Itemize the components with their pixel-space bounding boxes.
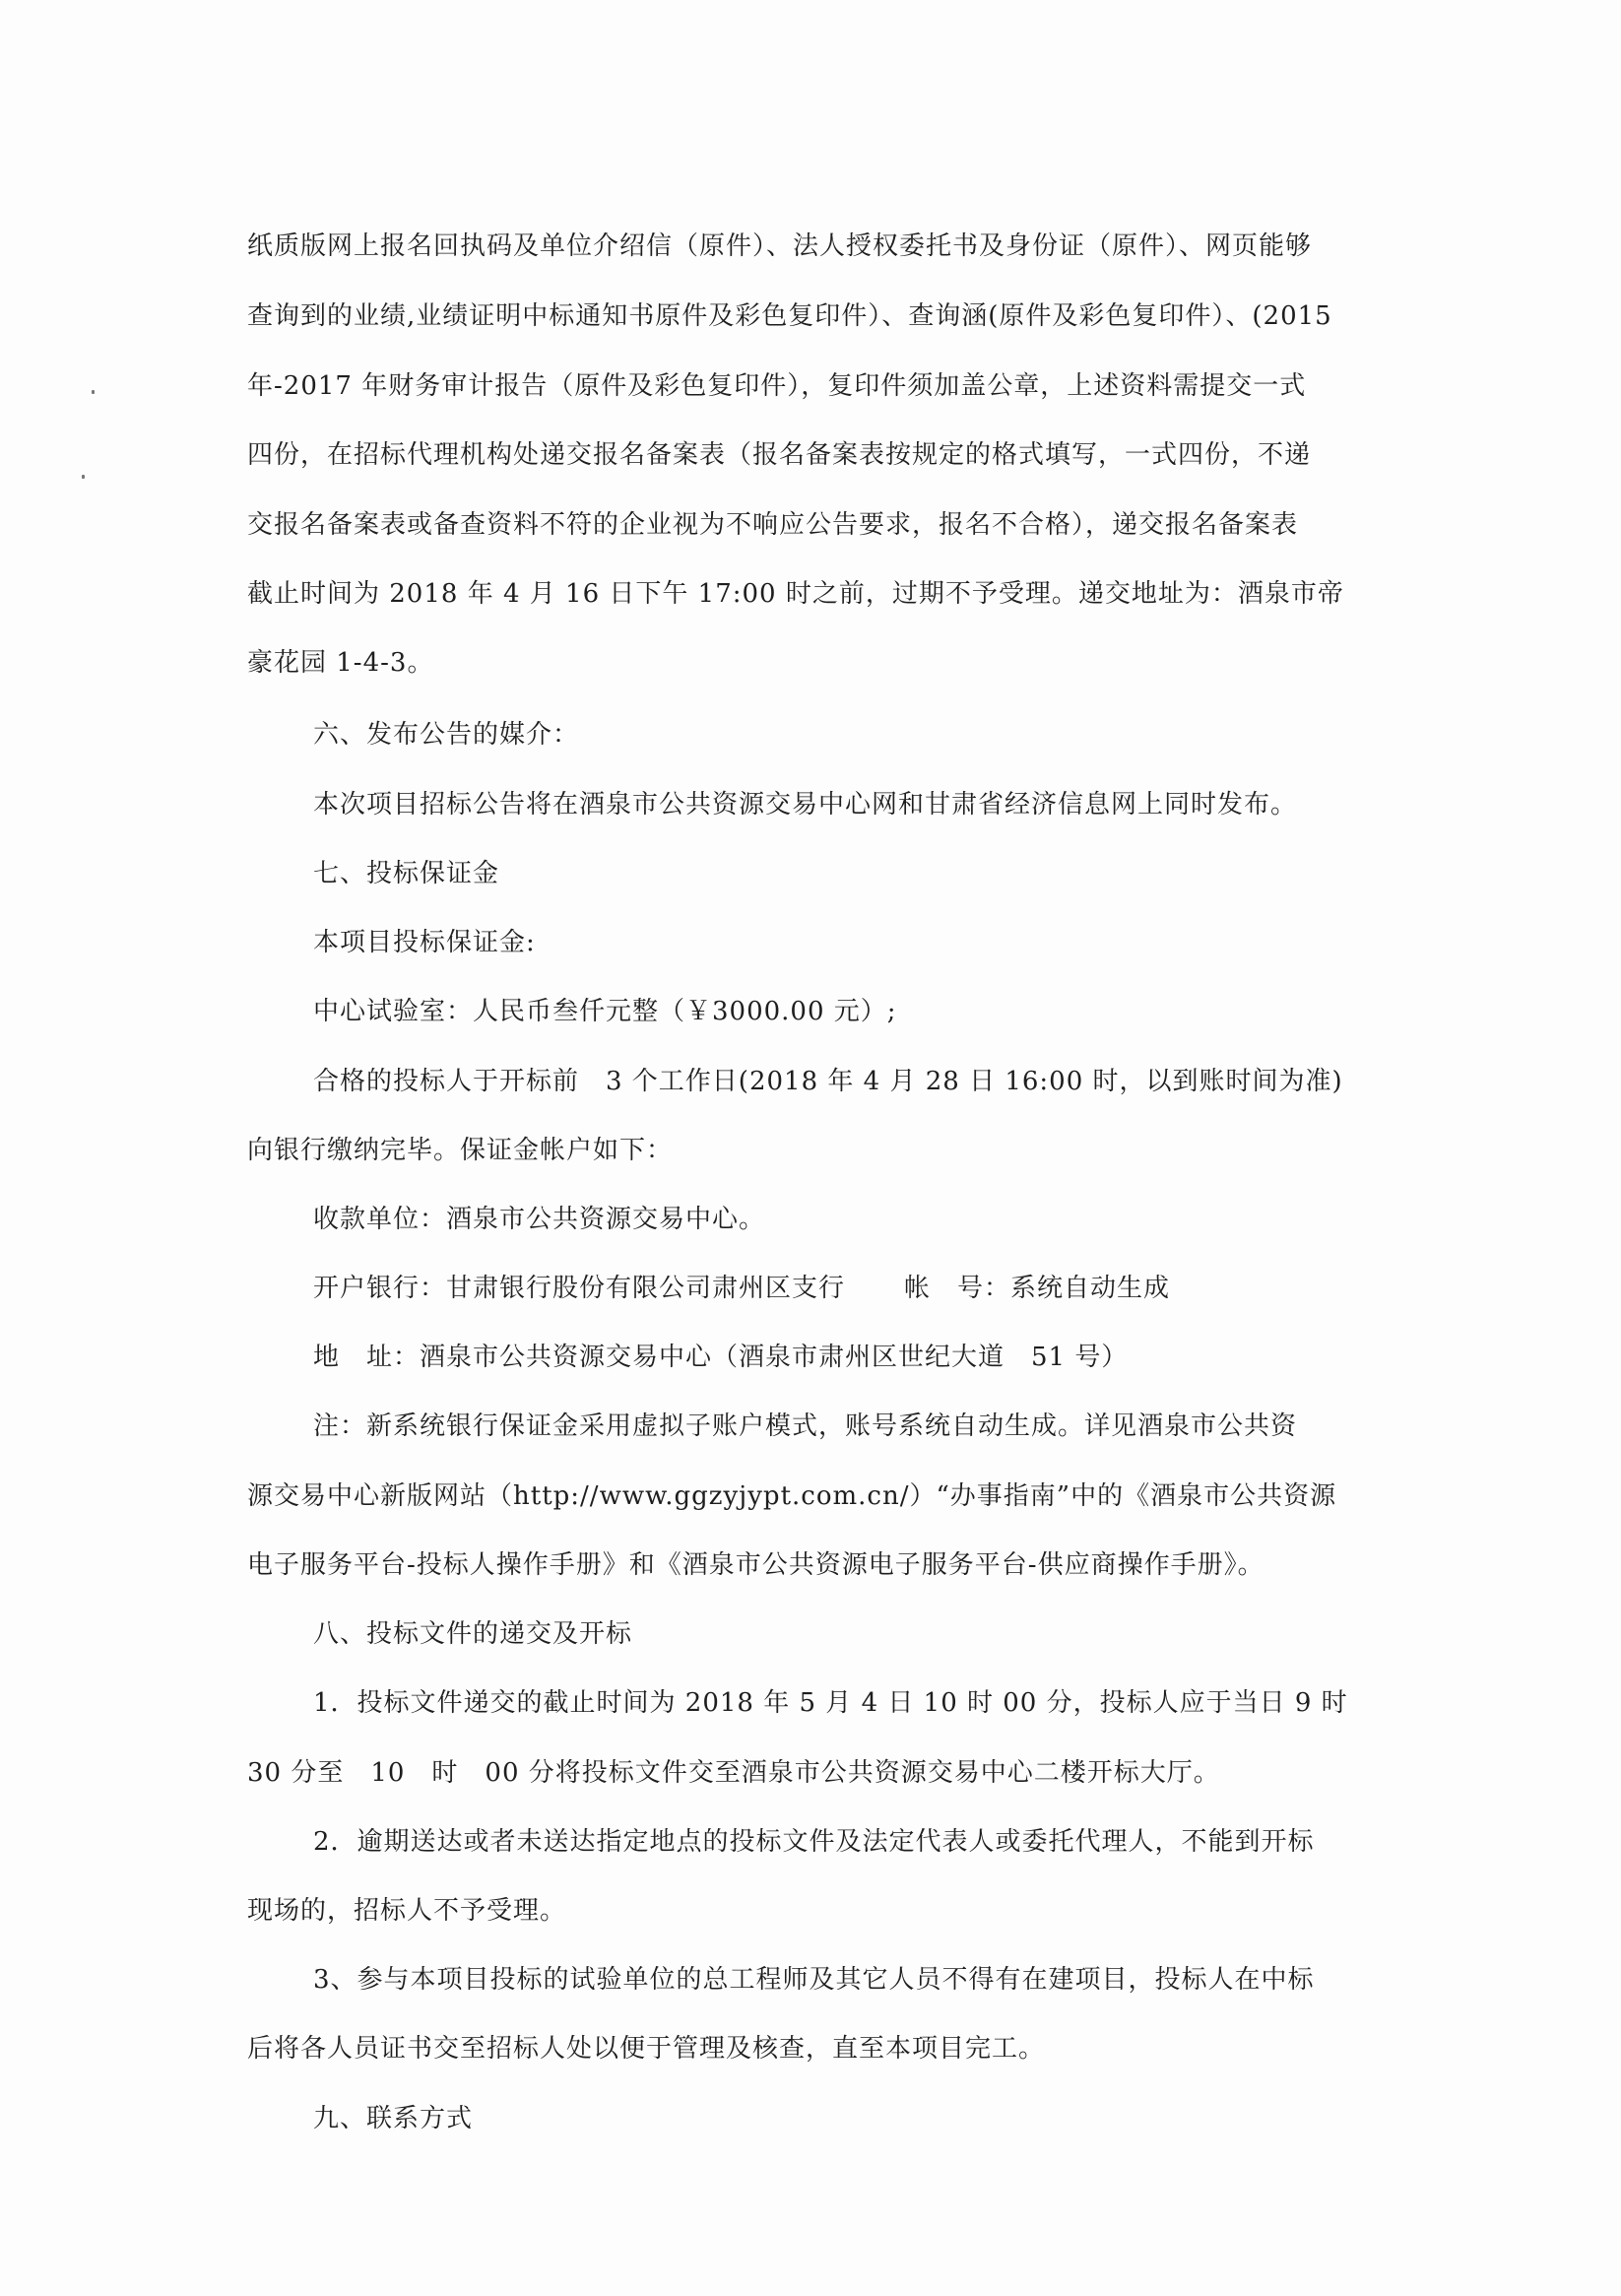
paragraph-line: 查询到的业绩,业绩证明中标通知书原件及彩色复印件）、查询涵(原件及彩色复印件）、(2015	[247, 301, 1332, 331]
scan-speck	[82, 475, 85, 479]
section-7-heading: 七、投标保证金	[313, 859, 500, 888]
list-item-3-cont: 后将各人员证书交至招标人处以便于管理及核查，直至本项目完工。	[247, 2034, 1046, 2064]
note-line: 源交易中心新版网站（http://www.ggzyjypt.com.cn/）“办事指南”中的《酒泉市公共资源	[247, 1481, 1337, 1511]
address-line: 地 址：酒泉市公共资源交易中心（酒泉市肃州区世纪大道 51 号）	[313, 1343, 1129, 1372]
list-item-1: 1．投标文件递交的截止时间为 2018 年 5 月 4 日 10 时 00 分，投标人应于当日 9 时	[313, 1688, 1348, 1718]
paragraph-line: 纸质版网上报名回执码及单位介绍信（原件）、法人授权委托书及身份证（原件）、网页能够	[247, 231, 1313, 261]
bank-line	[313, 1271, 1170, 1306]
list-item-3: 3、参与本项目投标的试验单位的总工程师及其它人员不得有在建项目，投标人在中标	[313, 1965, 1315, 1995]
bank-name: 开户银行：甘肃银行股份有限公司肃州区支行	[313, 1274, 846, 1303]
payee-line: 收款单位：酒泉市公共资源交易中心。	[313, 1205, 766, 1234]
note-line: 电子服务平台-投标人操作手册》和《酒泉市公共资源电子服务平台-供应商操作手册》。	[247, 1550, 1264, 1580]
paragraph-line: 豪花园 1-4-3。	[247, 648, 434, 678]
bid-bond-deadline-cont: 向银行缴纳完毕。保证金帐户如下：	[247, 1136, 674, 1165]
list-item-2: 2．逾期送达或者未送达指定地点的投标文件及法定代表人或委托代理人，不能到开标	[313, 1827, 1315, 1857]
paragraph-line: 年-2017 年财务审计报告（原件及彩色复印件），复印件须加盖公章，上述资料需提交一式	[247, 371, 1307, 401]
section-6-text: 本次项目招标公告将在酒泉市公共资源交易中心网和甘肃省经济信息网上同时发布。	[313, 790, 1298, 820]
section-8-heading: 八、投标文件的递交及开标	[313, 1619, 633, 1649]
list-item-1-cont: 30 分至 10 时 00 分将投标文件交至酒泉市公共资源交易中心二楼开标大厅。	[247, 1758, 1220, 1788]
section-9-heading: 九、联系方式	[313, 2104, 474, 2133]
paragraph-line: 截止时间为 2018 年 4 月 16 日下午 17:00 时之前，过期不予受理。递交地址为：酒泉市帝	[247, 579, 1344, 609]
section-6-heading: 六、发布公告的媒介：	[313, 720, 580, 750]
scan-speck	[92, 390, 95, 394]
paragraph-line: 交报名备案表或备查资料不符的企业视为不响应公告要求，报名不合格），递交报名备案表	[247, 510, 1299, 540]
note-line: 注：新系统银行保证金采用虚拟子账户模式，账号系统自动生成。详见酒泉市公共资	[313, 1411, 1298, 1441]
bid-bond-intro: 本项目投标保证金:	[313, 928, 536, 957]
account-number: 帐 号：系统自动生成	[904, 1274, 1171, 1303]
list-item-2-cont: 现场的，招标人不予受理。	[247, 1896, 567, 1926]
paragraph-line: 四份，在招标代理机构处递交报名备案表（报名备案表按规定的格式填写，一式四份，不递	[247, 440, 1312, 470]
bid-bond-deadline: 合格的投标人于开标前 3 个工作日(2018 年 4 月 28 日 16:00 时，以到账时间为准)	[313, 1067, 1343, 1096]
bid-bond-amount: 中心试验室：人民币叁仟元整（￥3000.00 元）;	[313, 997, 897, 1026]
